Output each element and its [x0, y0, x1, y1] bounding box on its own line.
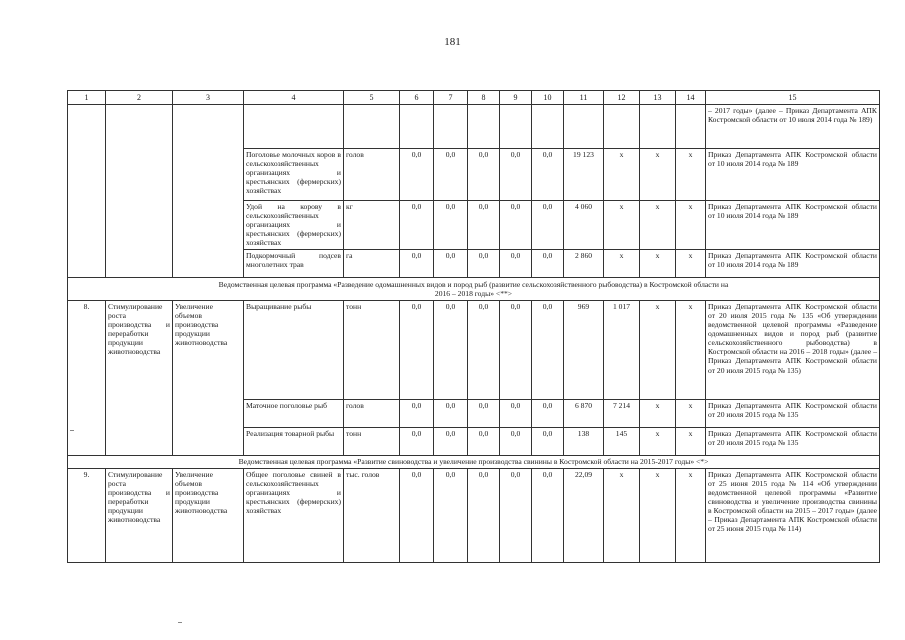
- table-row: [68, 105, 880, 149]
- value-cell: 7 214: [604, 399, 640, 427]
- column-number: 1: [68, 91, 106, 105]
- value-cell: 0,0: [500, 201, 532, 250]
- value-cell: 0,0: [468, 300, 500, 399]
- value-cell: 0,0: [400, 201, 434, 250]
- document-reference: Приказ Департамента АПК Костромской области от 20 июля 2015 года № 135: [706, 427, 880, 455]
- value-cell: 0,0: [500, 300, 532, 399]
- task-name: Стимулирование роста производства и переработки продукции животноводства: [106, 300, 173, 455]
- value-cell: х: [676, 399, 706, 427]
- unit: кг: [344, 201, 400, 250]
- indicator-name: Реализация товарной рыбы: [244, 427, 344, 455]
- program-header-row: [68, 277, 880, 300]
- indicator-name: Подкормочный подсев многолетних трав: [244, 249, 344, 277]
- value-cell: 145: [604, 427, 640, 455]
- row-number: 8.: [68, 300, 106, 455]
- document-reference: Приказ Департамента АПК Костромской области от 10 июля 2014 года № 189: [706, 249, 880, 277]
- column-number-row: [68, 91, 880, 105]
- indicators-table: [67, 90, 880, 563]
- value-cell: 0,0: [500, 427, 532, 455]
- value-cell: 0,0: [500, 468, 532, 562]
- value-cell: 1 017: [604, 300, 640, 399]
- unit: тонн: [344, 427, 400, 455]
- column-number: 2: [106, 91, 173, 105]
- value-cell: х: [640, 300, 676, 399]
- value-cell: 0,0: [532, 149, 564, 201]
- value-cell: 0,0: [532, 468, 564, 562]
- column-number: 5: [344, 91, 400, 105]
- indicator-name: Общее поголовье свиней в сельскохозяйственных организациях и крестьянских (фермерских) хозяйствах: [244, 468, 344, 562]
- indicator-name: Поголовье молочных коров в сельскохозяйственных организациях и крестьянских (фермерских) хозяйствах: [244, 149, 344, 201]
- column-number: 15: [706, 91, 880, 105]
- value-cell: 22,09: [564, 468, 604, 562]
- document-reference: Приказ Департамента АПК Костромской области от 20 июля 2015 года № 135 «Об утверждении ведомственной целевой программы «Разведение одомашненных видов и пород рыб (развитие сельскохозяйственного рыбоводства) в Костромской области на 2016 – 2018 годы» (далее – Приказ Департамента АПК Костромской области от 20 июля 2015 года № 135): [706, 300, 880, 399]
- document-reference: Приказ Департамента АПК Костромской области от 25 июня 2015 года № 114 «Об утверждении ведомственной целевой программы «Развитие свиноводства и увеличение производства свинины в Костромской области на 2015 – 2017 годы» (далее – Приказ Департамента АПК Костромской области от 25 июня 2015 года № 114): [706, 468, 880, 562]
- row-number: 9.: [68, 468, 106, 562]
- value-cell: 2 860: [564, 249, 604, 277]
- column-number: 12: [604, 91, 640, 105]
- value-cell: 0,0: [400, 427, 434, 455]
- column-number: 13: [640, 91, 676, 105]
- value-cell: 0,0: [468, 399, 500, 427]
- value-cell: 0,0: [400, 300, 434, 399]
- column-number: 14: [676, 91, 706, 105]
- column-number: 8: [468, 91, 500, 105]
- value-cell: 0,0: [500, 249, 532, 277]
- indicator-name: Удой на корову в сельскохозяйственных организациях и крестьянских (фермерских) хозяйствах: [244, 201, 344, 250]
- value-cell: 0,0: [434, 249, 468, 277]
- value-cell: 0,0: [468, 249, 500, 277]
- value-cell: 0,0: [400, 149, 434, 201]
- column-number: 4: [244, 91, 344, 105]
- program-header-row: [68, 455, 880, 468]
- value-cell: х: [604, 468, 640, 562]
- column-number: 9: [500, 91, 532, 105]
- document-reference: Приказ Департамента АПК Костромской области от 20 июля 2015 года № 135: [706, 399, 880, 427]
- page-number: 181: [444, 36, 461, 48]
- value-cell: х: [676, 201, 706, 250]
- program-title: Ведомственная целевая программа «Разведение одомашненных видов и пород рыб (развитие сельскохозяйственного рыбоводства) в Костромской области на 2016 – 2018 годы» <**>: [68, 277, 880, 300]
- value-cell: 0,0: [532, 201, 564, 250]
- value-cell: 0,0: [434, 300, 468, 399]
- value-cell: 969: [564, 300, 604, 399]
- unit: голов: [344, 149, 400, 201]
- value-cell: х: [640, 201, 676, 250]
- document-reference: Приказ Департамента АПК Костромской области от 10 июля 2014 года № 189: [706, 201, 880, 250]
- column-number: 7: [434, 91, 468, 105]
- goal-name: Увеличение объемов производства продукции животноводства: [173, 468, 244, 562]
- column-number: 3: [173, 91, 244, 105]
- value-cell: х: [640, 468, 676, 562]
- value-cell: х: [676, 468, 706, 562]
- value-cell: 0,0: [434, 149, 468, 201]
- table-row: [68, 468, 880, 562]
- value-cell: 0,0: [434, 201, 468, 250]
- value-cell: 0,0: [532, 399, 564, 427]
- value-cell: 0,0: [468, 201, 500, 250]
- value-cell: 0,0: [532, 300, 564, 399]
- indicator-name: Выращивание рыбы: [244, 300, 344, 399]
- program-title: Ведомственная целевая программа «Развитие свиноводства и увеличение производства свинины в Костромской области на 2015-2017 годы» <*>: [68, 455, 880, 468]
- value-cell: 6 870: [564, 399, 604, 427]
- scan-artifact: [70, 430, 74, 431]
- value-cell: х: [640, 399, 676, 427]
- column-number: 6: [400, 91, 434, 105]
- value-cell: 0,0: [532, 249, 564, 277]
- value-cell: 0,0: [434, 427, 468, 455]
- value-cell: 0,0: [500, 149, 532, 201]
- value-cell: 0,0: [400, 399, 434, 427]
- table-row: [68, 300, 880, 399]
- value-cell: х: [676, 149, 706, 201]
- document-reference: – 2017 годы» (далее – Приказ Департамента АПК Костромской области от 10 июля 2014 года № 189): [706, 105, 880, 149]
- value-cell: х: [676, 249, 706, 277]
- unit: га: [344, 249, 400, 277]
- value-cell: 0,0: [434, 468, 468, 562]
- value-cell: 0,0: [434, 399, 468, 427]
- indicator-name: Маточное поголовье рыб: [244, 399, 344, 427]
- scan-artifact: [178, 622, 182, 623]
- value-cell: 0,0: [400, 468, 434, 562]
- value-cell: 0,0: [468, 468, 500, 562]
- unit: тонн: [344, 300, 400, 399]
- value-cell: х: [640, 427, 676, 455]
- goal-name: Увеличение объемов производства продукции животноводства: [173, 300, 244, 455]
- value-cell: х: [676, 427, 706, 455]
- value-cell: 0,0: [468, 427, 500, 455]
- unit: голов: [344, 399, 400, 427]
- value-cell: х: [676, 300, 706, 399]
- value-cell: 19 123: [564, 149, 604, 201]
- value-cell: 0,0: [500, 399, 532, 427]
- column-number: 10: [532, 91, 564, 105]
- unit: тыс. голов: [344, 468, 400, 562]
- task-name: Стимулирование роста производства и переработки продукции животноводства: [106, 468, 173, 562]
- value-cell: 138: [564, 427, 604, 455]
- value-cell: х: [604, 201, 640, 250]
- value-cell: 4 060: [564, 201, 604, 250]
- column-number: 11: [564, 91, 604, 105]
- document-reference: Приказ Департамента АПК Костромской области от 10 июля 2014 года № 189: [706, 149, 880, 201]
- value-cell: х: [604, 249, 640, 277]
- value-cell: х: [640, 149, 676, 201]
- value-cell: 0,0: [532, 427, 564, 455]
- value-cell: х: [604, 149, 640, 201]
- value-cell: х: [640, 249, 676, 277]
- value-cell: 0,0: [400, 249, 434, 277]
- value-cell: 0,0: [468, 149, 500, 201]
